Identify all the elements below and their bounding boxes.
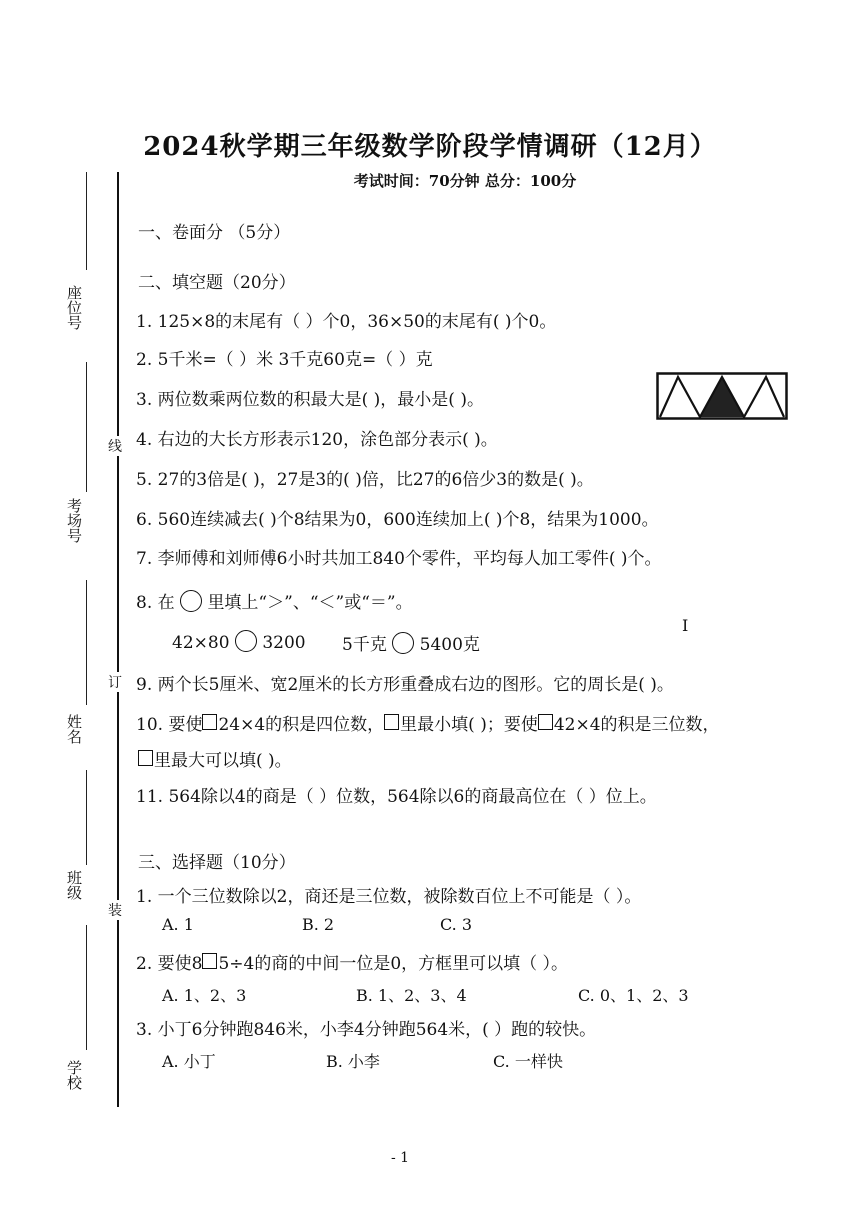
blank-box-icon [202,953,217,969]
q8-right-value: 3200 [262,633,306,653]
page-number: - 1 [390,1150,410,1166]
binding-mark-zhuang: 装 [108,900,122,920]
section-2-heading: 二、填空题（20分） [138,273,296,293]
q2-part-a: 2. 要使8 [136,954,203,974]
q10-part-b: 24×4的积是四位数， [218,715,385,735]
blank-box-icon [538,714,553,730]
fill-question-10-cont [138,746,292,771]
q8-left-mass: 5千克 [342,635,387,655]
blank-box-icon [202,714,217,730]
class-label: 班级 [65,870,83,900]
q2-option-a: A. 1、2、3 [162,986,247,1005]
compare-circle-1[interactable] [235,630,257,652]
blank-box-icon [384,714,399,730]
choice-question-2 [136,949,568,974]
choice-question-3: 3. 小丁6分钟跑846米，小李4分钟跑564米，( ）跑的较快。 [136,1020,597,1040]
rectangle-triangles-figure [656,372,788,420]
q2-option-c: C. 0、1、2、3 [578,986,689,1005]
binding-line [117,172,119,1107]
fill-question-8 [136,588,413,613]
fill-question-6: 6. 560连续减去( )个8结果为0，600连续加上( )个8，结果为1000。 [136,510,659,530]
name-line [86,580,87,705]
q8-left-expr: 42×80 [172,633,230,653]
school-label: 学校 [65,1060,83,1090]
q8-compare-1 [172,630,306,653]
choice-question-1: 1. 一个三位数除以2，商还是三位数，被除数百位上不可能是（ ）。 [136,887,642,907]
class-line [86,770,87,865]
q3-option-c: C. 一样快 [493,1052,563,1071]
page-title: 2024秋学期三年级数学阶段学情调研（12月） [143,132,717,162]
q10-part-c: 里最小填( )；要使 [400,715,538,735]
seat-number-line [86,172,87,270]
fill-question-9: 9. 两个长5厘米、宽2厘米的长方形重叠成右边的图形。它的周长是( )。 [136,675,674,695]
q1-option-c: C. 3 [440,915,473,934]
q10-part-a: 10. 要使 [136,715,203,735]
section-3-heading: 三、选择题（10分） [138,853,296,873]
school-line [86,925,87,1050]
q8-prefix: 8. 在 [136,593,175,613]
fill-question-7: 7. 李师傅和刘师傅6小时共加工840个零件，平均每人加工零件( )个。 [136,549,662,569]
compare-circle-2[interactable] [392,632,414,654]
fill-question-5: 5. 27的3倍是( )，27是3的( )倍，比27的6倍少3的数是( )。 [136,470,594,490]
stray-mark: I [682,616,689,635]
q10-part-d: 42×4的积是三位数， [553,715,720,735]
fill-question-3: 3. 两位数乘两位数的积最大是( )，最小是( )。 [136,390,484,410]
q8-instruction: 里填上“＞”、“＜”或“＝”。 [207,593,413,613]
q10-part-e: 里最大可以填( )。 [154,751,292,771]
q1-option-a: A. 1 [162,915,194,934]
name-label: 姓名 [65,714,83,744]
q8-right-mass: 5400克 [419,635,480,655]
fill-question-2: 2. 5千米=（ ）米 3千克60克=（ ）克 [136,350,433,370]
q2-part-b: 5÷4的商的中间一位是0，方框里可以填（ ）。 [218,954,569,974]
fill-question-11: 11. 564除以4的商是（ ）位数，564除以6的商最高位在（ ）位上。 [136,787,657,807]
q3-option-b: B. 小李 [326,1052,380,1071]
fill-question-10 [136,710,720,735]
binding-mark-ding: 订 [108,672,122,692]
fill-question-1: 1. 125×8的末尾有（ ）个0，36×50的末尾有( )个0。 [136,312,557,332]
seat-number-label: 座位号 [65,285,83,330]
section-1-heading: 一、卷面分 （5分） [138,223,291,243]
q2-option-b: B. 1、2、3、4 [356,986,467,1005]
binding-mark-xian: 线 [108,436,122,456]
q8-compare-2 [342,630,480,655]
q1-option-b: B. 2 [302,915,335,934]
compare-circle-icon [180,590,202,612]
room-number-line [86,362,87,492]
blank-box-icon [138,750,153,766]
fill-question-4: 4. 右边的大长方形表示120，涂色部分表示( )。 [136,430,498,450]
room-number-label: 考场号 [65,498,83,543]
exam-info: 考试时间：70分钟 总分：100分 [353,172,577,190]
q3-option-a: A. 小丁 [162,1052,216,1071]
